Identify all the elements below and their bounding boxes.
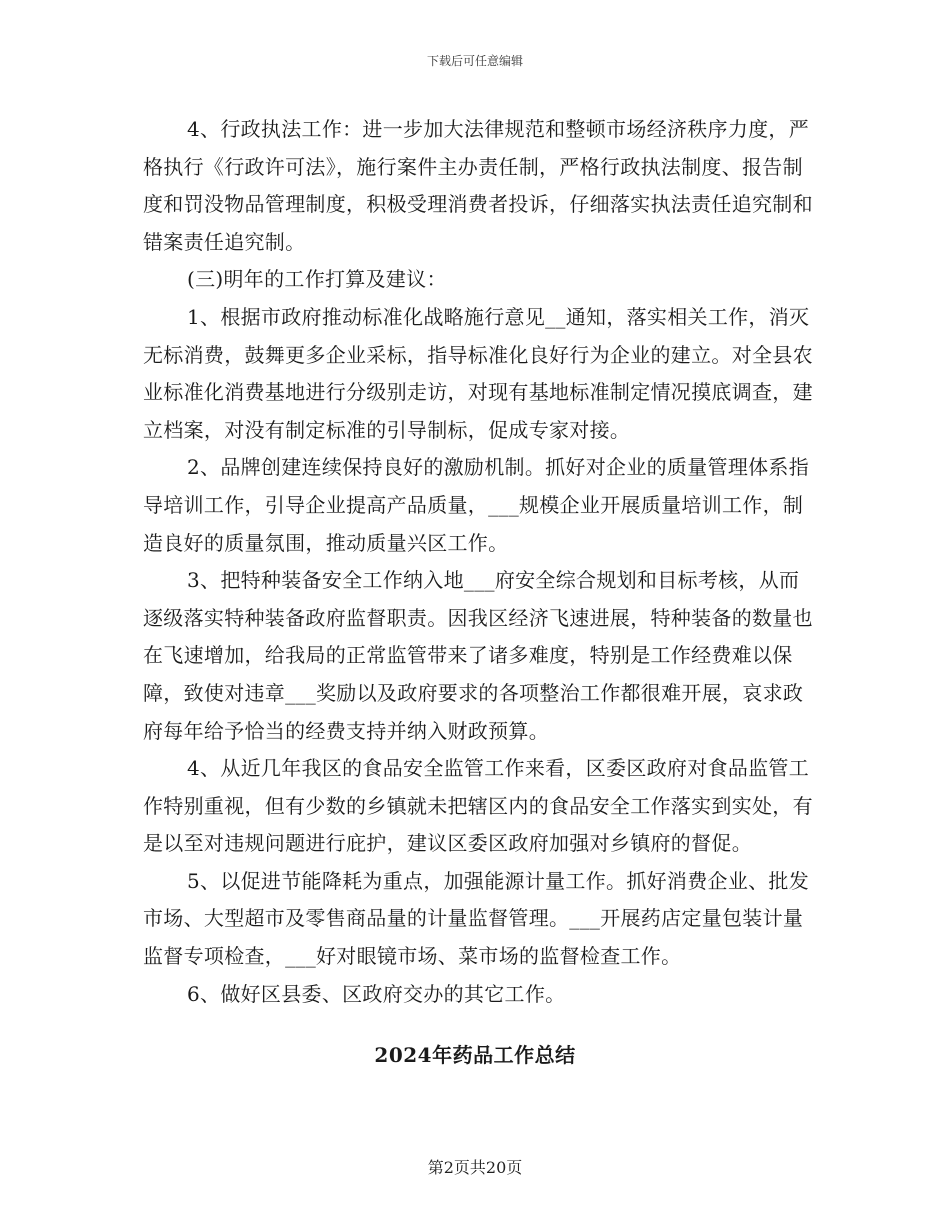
paragraph-plans-heading bbox=[143, 261, 819, 299]
paragraph-text: 3、把特种装备安全工作纳入地___府安全综合规划和目标考核，从而逐级落实特种装备政府监督职责。因我区经济飞速进展，特种装备的数量也在飞速增加，给我局的正常监管带来了诸多难度，特别是工作经费难以保障，致使对违章___奖励以及政府要求的各项整治工作都很难开展，哀求政府每年给予恰当的经费支持并纳入财政预算。 bbox=[143, 568, 813, 743]
paragraph-text: 6、做好区县委、区政府交办的其它工作。 bbox=[187, 981, 566, 1006]
paragraph-law-enforcement bbox=[143, 111, 819, 261]
section-title: 2024年药品工作总结 bbox=[374, 1043, 576, 1067]
paragraph-text: 4、行政执法工作：进一步加大法律规范和整顿市场经济秩序力度，严格执行《行政许可法》，施行案件主办责任制，严格行政执法制度、报告制度和罚没物品管理制度，积极受理消费者投诉，仔细落实执法责任追究制和错案责任追究制。 bbox=[143, 117, 813, 254]
paragraph-item-2 bbox=[143, 449, 819, 562]
paragraph-text: 5、以促进节能降耗为重点，加强能源计量工作。抓好消费企业、批发市场、大型超市及零售商品量的计量监督管理。___开展药店定量包装计量监督专项检查，___好对眼镜市场、菜市场的监督检查工作。 bbox=[143, 868, 810, 969]
page-number-footer: 第2页共20页 bbox=[427, 1158, 523, 1177]
paragraph-text: (三)明年的工作打算及建议： bbox=[187, 267, 447, 292]
paragraph-text: 2、品牌创建连续保持良好的激励机制。抓好对企业的质量管理体系指导培训工作，引导企业提高产品质量，___规模企业开展质量培训工作，制造良好的质量氛围，推动质量兴区工作。 bbox=[143, 455, 810, 555]
paragraph-item-5 bbox=[143, 863, 819, 976]
paragraph-text: 4、从近几年我区的食品安全监管工作来看，区委区政府对食品监管工作特别重视，但有少数的乡镇就未把辖区内的食品安全工作落实到实处，有是以至对违规问题进行庇护，建议区委区政府加强对乡镇府的督促。 bbox=[143, 756, 813, 856]
paragraph-item-4 bbox=[143, 750, 819, 863]
document-body bbox=[143, 111, 819, 1013]
paragraph-item-3 bbox=[143, 562, 819, 750]
page-header-note: 下载后可任意编辑 bbox=[426, 54, 523, 68]
paragraph-item-1 bbox=[143, 299, 819, 449]
paragraph-text: 1、根据市政府推动标准化战略施行意见__通知，落实相关工作，消灭无标消费，鼓舞更多企业采标，指导标准化良好行为企业的建立。对全县农业标准化消费基地进行分级别走访，对现有基地标准制定情况摸底调查，建立档案，对没有制定标准的引导制标，促成专家对接。 bbox=[143, 304, 813, 442]
paragraph-item-6 bbox=[143, 976, 819, 1014]
